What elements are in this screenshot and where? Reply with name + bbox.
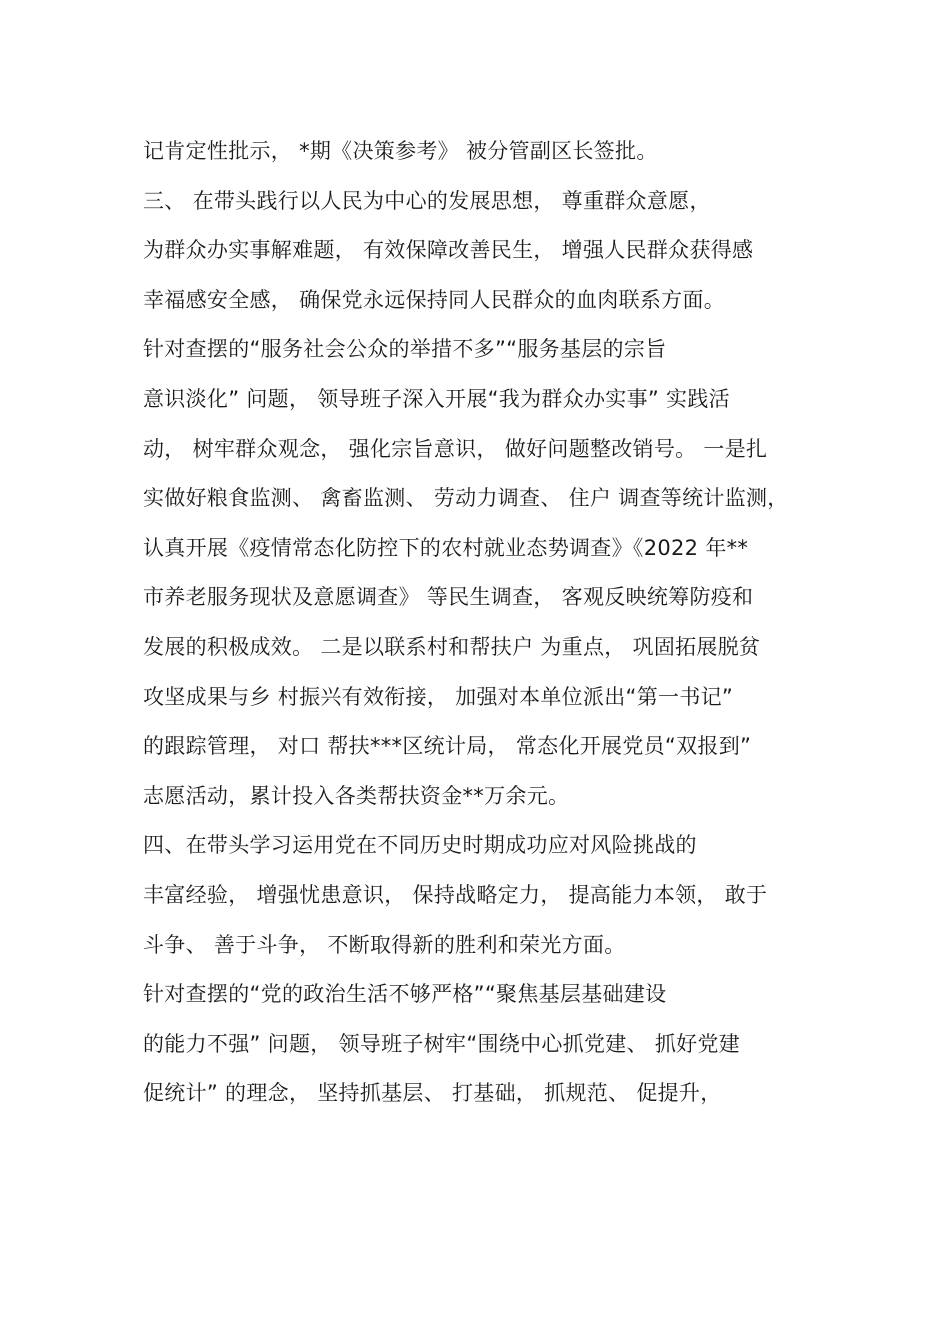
- section-heading-3: 三、 在带头践行以人民为中心的发展思想， 尊重群众意愿，: [143, 188, 711, 213]
- section-heading-4: 四、在带头学习运用党在不同历史时期成功应对风险挑战的: [143, 833, 697, 858]
- text-line: 实做好粮食监测、 禽畜监测、 劳动力调查、 住户 调查等统计监测，: [143, 486, 789, 511]
- text-line: 丰富经验， 增强忧患意识， 保持战略定力， 提高能力本领， 敢于: [143, 882, 768, 907]
- text-line: 志愿活动，累计投入各类帮扶资金**万余元。: [143, 783, 570, 808]
- text-line: 市养老服务现状及意愿调查》 等民生调查， 客观反映统筹防疫和: [143, 585, 754, 610]
- text-line: 发展的积极成效。 二是以联系村和帮扶户 为重点， 巩固拓展脱贫: [143, 634, 761, 659]
- text-line: 针对查摆的“服务社会公众的举措不多”“服务基层的宗旨: [143, 337, 667, 362]
- body-text: [143, 132, 843, 1124]
- text-line: 的跟踪管理， 对口 帮扶***区统计局， 常态化开展党员“双报到”: [143, 734, 752, 759]
- text-line: 为群众办实事解难题， 有效保障改善民生， 增强人民群众获得感: [143, 238, 754, 263]
- text-line: 促统计” 的理念， 坚持抓基层、 打基础， 抓规范、 促提升，: [143, 1081, 722, 1106]
- text-line: 认真开展《疫情常态化防控下的农村就业态势调查》《2022 年**: [143, 535, 749, 560]
- text-line: 幸福感安全感， 确保党永远保持同人民群众的血肉联系方面。: [143, 287, 726, 312]
- text-line: 针对查摆的“党的政治生活不够严格”“聚焦基层基础建设: [143, 982, 667, 1007]
- text-line: 动， 树牢群众观念， 强化宗旨意识， 做好问题整改销号。 一是扎: [143, 436, 768, 461]
- text-line: 记肯定性批示， *期《决策参考》 被分管副区长签批。: [143, 139, 658, 163]
- text-line: 攻坚成果与乡 村振兴有效衔接， 加强对本单位派出“第一书记”: [143, 684, 734, 709]
- text-line: 斗争、 善于斗争， 不断取得新的胜利和荣光方面。: [143, 932, 626, 957]
- text-line: 意识淡化” 问题， 领导班子深入开展“我为群众办实事” 实践活: [143, 386, 730, 411]
- text-line: 的能力不强” 问题， 领导班子树牢“围绕中心抓党建、 抓好党建: [143, 1031, 741, 1056]
